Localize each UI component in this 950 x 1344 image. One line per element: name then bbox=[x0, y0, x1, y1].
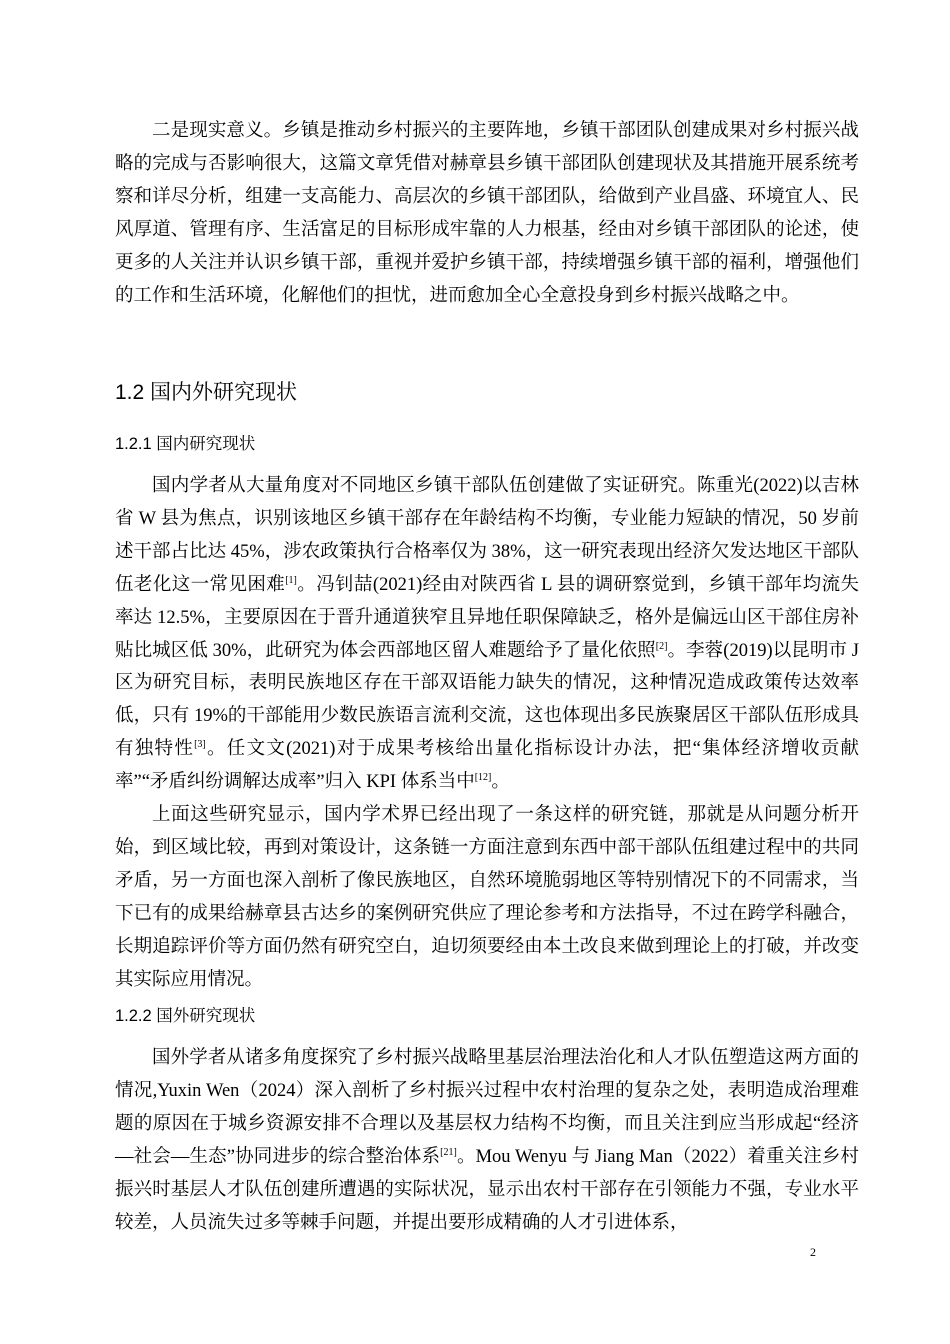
domestic-text-5: 。 bbox=[491, 772, 510, 793]
foreign-text-2: 。Mou Wenyu 与 Jiang Man（2022）着重关注乡村振兴时基层人才队伍创建所遭遇的实际状况，显示出农村干部存在引领能力不强，专业水平较差，人员流失过多等棘手问题，并提出要形成精确的人才引进体系， bbox=[115, 1146, 859, 1233]
citation-ref[interactable]: [21] bbox=[440, 1146, 457, 1158]
foreign-text-1: 国外学者从诸多角度探究了乡村振兴战略里基层治理法治化和人才队伍塑造这两方面的情况,Yuxin Wen（2024）深入剖析了乡村振兴过程中农村治理的复杂之处，表明造成治理难题的原因在于城乡资源安排不合理以及基层权力结构不均衡，而且关注到应当形成起“经济—社会—生态”协同进步的综合整治体系 bbox=[115, 1048, 859, 1167]
page-number: 2 bbox=[810, 1245, 816, 1259]
citation-ref[interactable]: [3] bbox=[194, 739, 206, 751]
domestic-text-1: 国内学者从大量角度对不同地区乡镇干部队伍创建做了实证研究。陈重光(2022)以吉林省 W 县为焦点，识别该地区乡镇干部存在年龄结构不均衡，专业能力短缺的情况，50 岁前述干部占比达 45%，涉农政策执行合格率仅为 38%，这一研究表现出经济欠发达地区干部队伍老化这一常见困难 bbox=[115, 476, 859, 595]
paragraph-domestic-summary: 上面这些研究显示，国内学术界已经出现了一条这样的研究链，那就是从问题分析开始，到区域比较，再到对策设计，这条链一方面注意到东西中部干部队伍组建过程中的共同矛盾，另一方面也深入剖析了像民族地区，自然环境脆弱地区等特别情况下的不同需求，当下已有的成果给赫章县古达乡的案例研究供应了理论参考和方法指导，不过在跨学科融合，长期追踪评价等方面仍然有研究空白，迫切须要经由本土改良来做到理论上的打破，并改变其实际应用情况。 bbox=[115, 805, 859, 990]
citation-ref[interactable]: [1] bbox=[285, 574, 297, 586]
paragraph-practical-significance: 二是现实意义。乡镇是推动乡村振兴的主要阵地，乡镇干部团队创建成果对乡村振兴战略的完成与否影响很大，这篇文章凭借对赫章县乡镇干部团队创建现状及其措施开展系统考察和详尽分析，组建一支高能力、高层次的乡镇干部团队，给做到产业昌盛、环境宜人、民风厚道、管理有序、生活富足的目标形成牢靠的人力根基，经由对乡镇干部团队的论述，使更多的人关注并认识乡镇干部，重视并爱护乡镇干部，持续增强乡镇干部的福利，增强他们的工作和生活环境，化解他们的担忧，进而愈加全心全意投身到乡村振兴战略之中。 bbox=[115, 121, 859, 306]
subsection-heading-domestic: 1.2.1 国内研究现状 bbox=[115, 435, 256, 453]
paragraph-foreign-studies bbox=[115, 1042, 859, 1239]
section-heading-research-status: 1.2 国内外研究现状 bbox=[115, 381, 298, 404]
domestic-text-3: 。李蓉(2019)以昆明市 J 区为研究目标，表明民族地区存在干部双语能力缺失的情况，这种情况造成政策传达效率低，只有 19%的干部能用少数民族语言流利交流，这也体现出多民族聚居区干部队伍形成具有独特性 bbox=[115, 640, 859, 760]
citation-ref[interactable]: [12] bbox=[474, 772, 492, 784]
paragraph-domestic-studies bbox=[115, 470, 859, 799]
domestic-text-2: 。冯钊喆(2021)经由对陕西省 L 县的调研察觉到，乡镇干部年均流失率达 12.5%，主要原因在于晋升通道狭窄且异地任职保障缺乏，格外是偏远山区干部住房补贴比城区低 30%，此研究为体会西部地区留人难题给予了量化依照 bbox=[115, 574, 859, 661]
citation-ref[interactable]: [2] bbox=[655, 640, 668, 652]
domestic-text-4: 。任文文(2021)对于成果考核给出量化指标设计办法，把“集体经济增收贡献率”“矛盾纠纷调解达成率”归入 KPI 体系当中 bbox=[115, 739, 859, 793]
subsection-heading-foreign: 1.2.2 国外研究现状 bbox=[115, 1007, 256, 1025]
